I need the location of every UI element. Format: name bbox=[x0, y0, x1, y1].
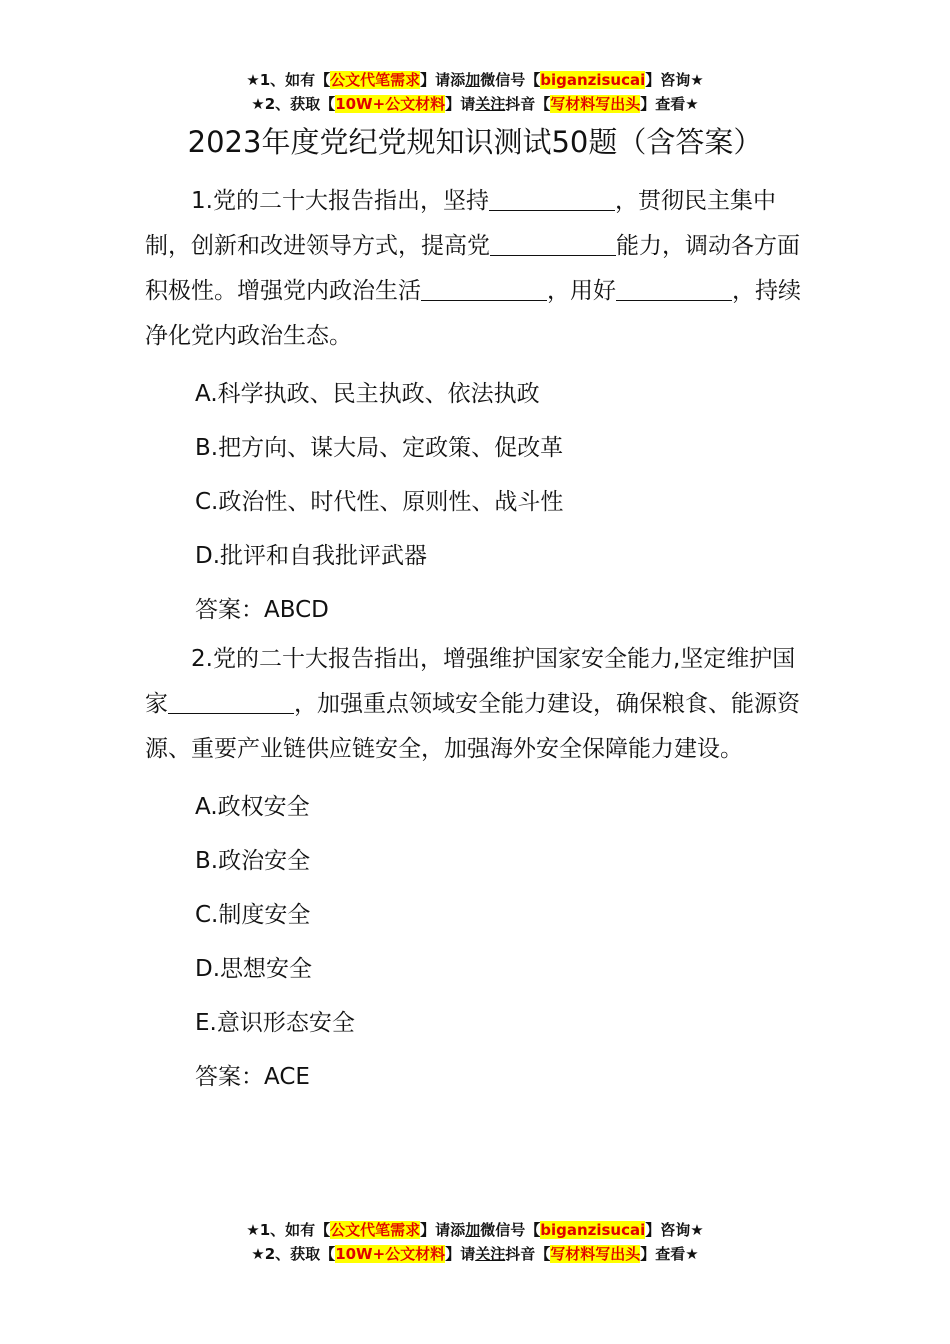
document-body bbox=[145, 179, 810, 1104]
promo-underline: 关注 bbox=[475, 1245, 506, 1263]
promo-banner-bottom bbox=[0, 1218, 950, 1266]
stem-text: ，加强重点领域安全能力建设，确保粮食、能源资源、重要产业链供应链安全，加强海外安全保障能力建设。 bbox=[145, 691, 800, 762]
question-2-option: A.政权安全 bbox=[195, 794, 310, 820]
promo-underline: 加 bbox=[465, 71, 481, 89]
stem-text: 1.党的二十大报告指出，坚持 bbox=[191, 188, 489, 214]
promo-text: 】请 bbox=[445, 1245, 476, 1263]
stem-text: 能力，调动各方面积极性。增强党内政治生活 bbox=[145, 233, 800, 304]
question-1-option: A.科学执政、民主执政、依法执政 bbox=[195, 381, 540, 407]
answer-blank bbox=[489, 187, 615, 211]
promo-text: 】查看★ bbox=[640, 95, 699, 113]
promo-highlight: 写材料写出头 bbox=[550, 1245, 641, 1263]
promo-line-2 bbox=[0, 92, 950, 116]
answer-blank bbox=[616, 277, 646, 301]
promo-line-2 bbox=[0, 1242, 950, 1266]
promo-text: ★2、获取【 bbox=[251, 95, 336, 113]
promo-text: 微信号【 bbox=[480, 1221, 541, 1239]
promo-underline: 加 bbox=[465, 1221, 481, 1239]
answer-blank bbox=[421, 277, 547, 301]
question-2-answer: 答案：ACE bbox=[195, 1064, 310, 1090]
question-2-option: C.制度安全 bbox=[195, 902, 311, 928]
promo-highlight: biganzisucai bbox=[540, 71, 646, 89]
promo-banner-top bbox=[0, 68, 950, 116]
question-1-stem bbox=[145, 179, 810, 359]
promo-text: ★1、如有【 bbox=[246, 1221, 331, 1239]
promo-highlight: 写材料写出头 bbox=[550, 95, 641, 113]
question-1-option: C.政治性、时代性、原则性、战斗性 bbox=[195, 489, 564, 515]
question-2-option: E.意识形态安全 bbox=[195, 1010, 355, 1036]
promo-highlight: biganzisucai bbox=[540, 1221, 646, 1239]
question-2-option: D.思想安全 bbox=[195, 956, 313, 982]
promo-text: 】请添 bbox=[420, 71, 466, 89]
promo-text: 抖音【 bbox=[505, 95, 551, 113]
promo-highlight: 公文代笔需求 bbox=[330, 71, 421, 89]
promo-text: ★2、获取【 bbox=[251, 1245, 336, 1263]
answer-blank bbox=[168, 690, 294, 714]
promo-highlight: 10W+公文材料 bbox=[335, 95, 446, 113]
promo-text: 】查看★ bbox=[640, 1245, 699, 1263]
promo-text: 抖音【 bbox=[505, 1245, 551, 1263]
question-2-option: B.政治安全 bbox=[195, 848, 311, 874]
promo-text: 】咨询★ bbox=[645, 71, 704, 89]
promo-text: 微信号【 bbox=[480, 71, 541, 89]
answer-blank bbox=[646, 277, 732, 301]
stem-text: 2.党的二十大报告指出，增强维护国家安全能力,坚定维护国家 bbox=[145, 646, 796, 717]
promo-underline: 关注 bbox=[475, 95, 506, 113]
promo-highlight: 10W+公文材料 bbox=[335, 1245, 446, 1263]
question-1-option: B.把方向、谋大局、定政策、促改革 bbox=[195, 435, 564, 461]
answer-blank bbox=[490, 232, 616, 256]
promo-text: ★1、如有【 bbox=[246, 71, 331, 89]
promo-line-1 bbox=[0, 68, 950, 92]
question-1-answer: 答案：ABCD bbox=[195, 597, 329, 623]
promo-highlight: 公文代笔需求 bbox=[330, 1221, 421, 1239]
stem-text: ，持续净化党内政治生态。 bbox=[145, 278, 801, 349]
question-2-stem bbox=[145, 637, 810, 772]
promo-line-1 bbox=[0, 1218, 950, 1242]
stem-text: ，贯彻民主集中制，创新和改进领导方式，提高党 bbox=[145, 188, 776, 259]
promo-text: 】请 bbox=[445, 95, 476, 113]
promo-text: 】请添 bbox=[420, 1221, 466, 1239]
stem-text: ，用好 bbox=[547, 278, 616, 304]
question-1-option: D.批评和自我批评武器 bbox=[195, 543, 428, 569]
document-title: 2023年度党纪党规知识测试50题（含答案） bbox=[187, 125, 763, 159]
promo-text: 】咨询★ bbox=[645, 1221, 704, 1239]
